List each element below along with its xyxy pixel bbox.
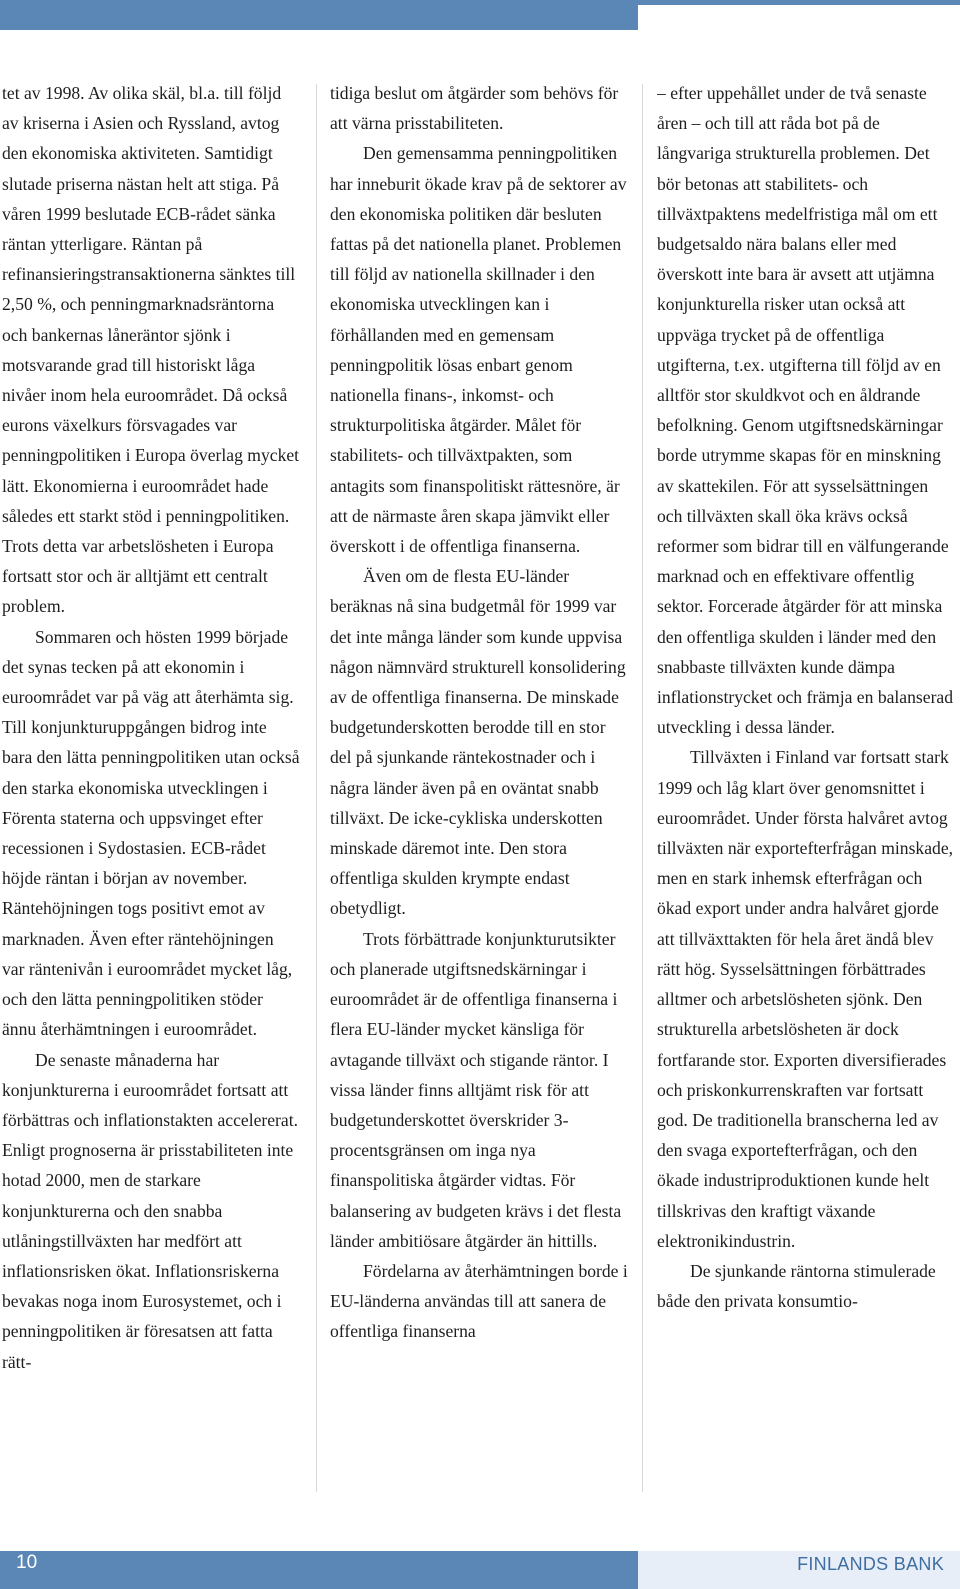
paragraph: Även om de flesta EU-länder beräknas nå sina budgetmål för 1999 var det inte många länder som kunde uppvisa någon nämnvärd strukturell konsolidering av de offentliga finanserna. De minskade budgetunderskotten berodde till en stor del på sjunkande räntekostnader och i några länder även på en oväntat snabb tillväxt. De icke-cykliska underskotten minskade däremot inte. Den stora offentliga skulden krympte endast obetydligt. — [330, 566, 626, 919]
column-divider — [642, 84, 643, 1492]
publisher-name: FINLANDS BANK — [797, 1554, 944, 1574]
paragraph: tidiga beslut om åtgärder som behövs för att värna prisstabiliteten. — [330, 83, 619, 134]
paragraph: Fördelarna av återhämtningen borde i EU-länderna användas till att sanera de offentliga finanserna — [330, 1260, 628, 1342]
text-column-1 — [2, 78, 300, 1528]
paragraph: Den gemensamma penningpolitiken har inneburit ökade krav på de sektorer av den ekonomiska politiken där besluten fattas på det nationella planet. Problemen till följd av nationella skillnader i den ekonomiska utvecklingen kan i förhållanden med en gemensam penningpolitik lösas enbart genom nationella finans-, inkomst- och strukturpolitiska åtgärder. Målet för stabilitets- och tillväxtpakten, som antagits som finanspolitiskt rättesnöre, är att de närmaste åren skapa jämvikt eller överskott i de offentliga finanserna. — [330, 143, 627, 557]
paragraph: Trots förbättrade konjunkturutsikter och planerade utgiftsnedskärningar i euroområdet är de offentliga finanserna i flera EU-länder mycket känsliga för avtagande tillväxt och stigande räntor. I vissa länder finns alltjämt risk för att budgetunderskottet överskrider 3-procentsgränsen om inga nya finanspolitiska åtgärder vidtas. För balansering av budgeten krävs i det flesta länder ambitiösare åtgärder än hittills. — [330, 928, 622, 1251]
paragraph: tet av 1998. Av olika skäl, bl.a. till följd av kriserna i Asien och Ryssland, avtog den ekonomiska aktiviteten. Samtidigt slutade priserna nästan helt att stiga. På våren 1999 beslutade ECB-rådet sänka räntan ytterligare. Räntan på refinansieringstransaktionerna sänktes till 2,50 %, och penningmarknadsräntorna och bankernas låneräntor sjönk i motsvarande grad till historiskt låga nivåer inom hela euroområdet. Då också eurons växelkurs försvagades var penningpolitiken i Europa överlag mycket lätt. Ekonomierna i euroområdet hade således ett starkt stöd i penningpolitiken. Trots detta var arbetslösheten i Europa fortsatt stor och är alltjämt ett centralt problem. — [2, 83, 300, 617]
text-column-2 — [330, 78, 628, 1528]
page-number: 10 — [16, 1552, 38, 1573]
paragraph: Tillväxten i Finland var fortsatt stark 1999 och låg klart över genomsnittet i euroområdet. Under första halvåret avtog tillväxten när exportefterfrågan minskade, men en stark inhemsk efterfrågan och ökad export under andra halvåret gjorde att tillväxttakten för hela året ändå blev rätt hög. Sysselsättningen förbättrades alltmer och arbetslösheten sjönk. Den strukturella arbetslösheten är dock fortfarande stor. Exporten diversifierades och priskonkurrenskraften var fortsatt god. De traditionella branscherna led av den svaga exportefterfrågan, och den ökade industriproduktionen kunde helt tillskrivas den kraftigt växande elektronikindustrin. — [657, 747, 954, 1251]
header-rule — [638, 0, 960, 5]
footer-bar-left — [0, 1551, 638, 1589]
text-column-3 — [657, 78, 955, 1528]
paragraph: Sommaren och hösten 1999 började det synas tecken på att ekonomin i euroområdet var på väg att återhämta sig. Till konjunkturuppgången bidrog inte bara den lätta penningpolitiken utan också den starka ekonomiska utvecklingen i Förenta staterna och uppsvinget efter recessionen i Sydostasien. ECB-rådet höjde räntan i början av november. Räntehöjningen togs positivt emot av marknaden. Även efter räntehöjningen var räntenivån i euroområdet mycket låg, och den lätta penningpolitiken stöder ännu återhämtningen i euroområdet. — [2, 626, 300, 1040]
paragraph: De sjunkande räntorna stimulerade både den privata konsumtio- — [657, 1260, 936, 1312]
column-divider — [316, 84, 317, 1492]
paragraph: – efter uppehållet under de två senaste åren – och till att råda bot på de långvariga strukturella problemen. Det bör betonas att stabilitets- och tillväxtpaktens medelfristiga mål om ett budgetsaldo nära balans eller med överskott inte bara är avsett att utjämna konjunkturella risker utan också att uppväga trycket på de offentliga utgifterna, t.ex. utgifterna till följd av en alltför stor skuldkvot och en åldrande befolkning. Genom utgiftsnedskärningar borde utrymme skapas för en minskning av skattekilen. För att sysselsättningen och tillväxten skall öka krävs också reformer som bidrar till en välfungerande marknad och en effektivare offentlig sektor. Forcerade åtgärder för att minska den offentliga skulden i länder med den snabbaste tillväxten kunde dämpa inflationstrycket och främja en balanserad utveckling i dessa länder. — [657, 83, 954, 738]
header-color-bar — [0, 0, 638, 30]
paragraph: De senaste månaderna har konjunkturerna i euroområdet fortsatt att förbättras och inflationstakten accelererat. Enligt prognoserna är prisstabiliteten inte hotad 2000, men de starkare konjunkturerna och den snabba utlåningstillväxten har medfört att inflationsrisken ökat. Inflationsriskerna bevakas noga inom Eurosystemet, och i penningpolitiken är föresatsen att fatta rätt- — [2, 1049, 299, 1372]
